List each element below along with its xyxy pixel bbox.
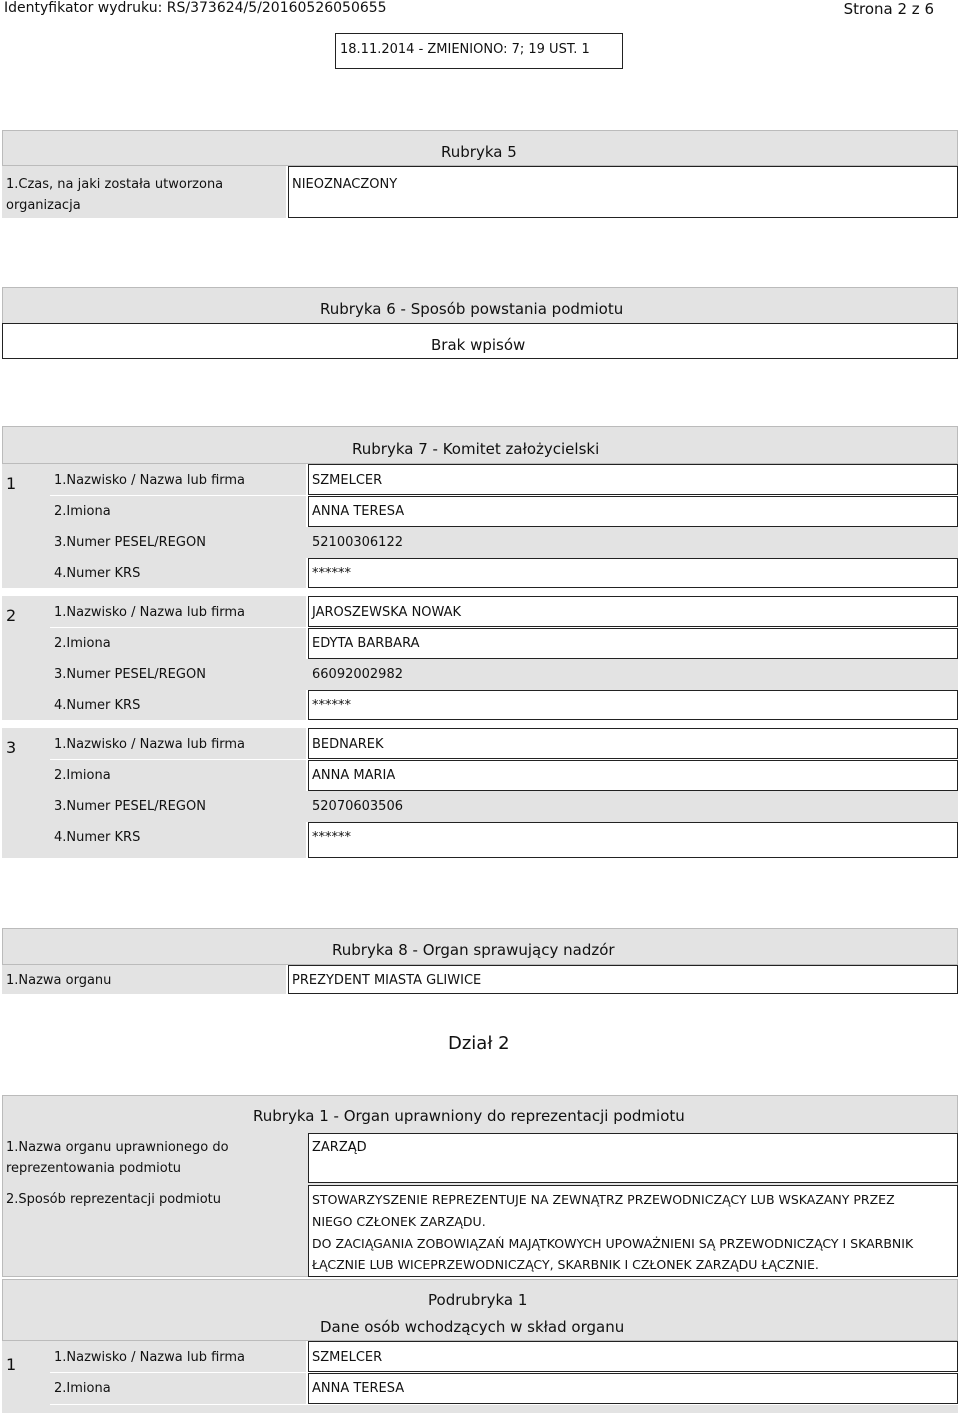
member-2-krs: ****** (312, 698, 351, 713)
dzial2-rubryka1-value2-line2: NIEGO CZŁONEK ZARZĄDU. (312, 1214, 486, 1229)
dzial2-rubryka1-value2-line3: DO ZACIĄGANIA ZOBOWIĄZAŃ MAJĄTKOWYCH UPOWAŻNIENI SĄ PRZEWODNICZĄCY I SKARBNIK (312, 1236, 914, 1251)
member-1-label-nazwisko: 1.Nazwisko / Nazwa lub firma (54, 473, 246, 488)
member-1-krs: ****** (312, 566, 351, 581)
podrubryka1-imiona-cell (308, 1373, 958, 1404)
dzial2-rubryka1-value1-cell (308, 1133, 958, 1183)
member-1-imiona-cell (308, 496, 958, 527)
podrubryka1-subtitle: Dane osób wchodzących w skład organu (320, 1318, 625, 1336)
member-1-label-pesel: 3.Numer PESEL/REGON (54, 535, 206, 550)
podrubryka1-imiona: ANNA TERESA (312, 1381, 405, 1396)
rubryka5-value: NIEOZNACZONY (292, 177, 398, 192)
member-1-label-krs: 4.Numer KRS (54, 566, 141, 581)
dzial2-rubryka1-label1-line1: 1.Nazwa organu uprawnionego do (6, 1140, 229, 1155)
member-1-number: 1 (6, 474, 17, 493)
member-3-krs: ****** (312, 830, 351, 845)
dzial2-title: Dział 2 (448, 1033, 510, 1054)
member-1-krs-cell (308, 558, 958, 588)
page-number: Strona 2 z 6 (843, 0, 934, 18)
member-1-nazwisko-cell (308, 464, 958, 495)
rubryka7-title: Rubryka 7 - Komitet założycielski (352, 440, 600, 458)
member-3-label-nazwisko: 1.Nazwisko / Nazwa lub firma (54, 737, 246, 752)
rubryka5-label-line1: 1.Czas, na jaki została utworzona (6, 177, 224, 192)
member-2-label-pesel: 3.Numer PESEL/REGON (54, 667, 206, 682)
dzial2-rubryka1-title: Rubryka 1 - Organ uprawniony do reprezentacji podmiotu (253, 1107, 685, 1125)
member-3-nazwisko-cell (308, 728, 958, 759)
rubryka5-value-cell (288, 166, 958, 218)
rubryka6-title: Rubryka 6 - Sposób powstania podmiotu (320, 300, 624, 318)
member-3-number: 3 (6, 738, 17, 757)
member-3-nazwisko: BEDNAREK (312, 737, 384, 752)
member-1-pesel: 52100306122 (312, 535, 403, 550)
dzial2-rubryka1-value2-line4: ŁĄCZNIE LUB WICEPRZEWODNICZĄCY, SKARBNIK I CZŁONEK ZARZĄDU ŁĄCZNIE. (312, 1257, 819, 1272)
member-2-imiona: EDYTA BARBARA (312, 636, 420, 651)
member-1-label-imiona: 2.Imiona (54, 504, 111, 519)
member-2-label-imiona: 2.Imiona (54, 636, 111, 651)
change-note: 18.11.2014 - ZMIENIONO: 7; 19 UST. 1 (340, 42, 590, 57)
member-1-imiona: ANNA TERESA (312, 504, 405, 519)
podrubryka1-label-imiona: 2.Imiona (54, 1381, 111, 1396)
member-3-imiona-cell (308, 760, 958, 791)
rubryka5-title: Rubryka 5 (441, 143, 517, 161)
podrubryka1-number-cell (2, 1341, 50, 1413)
rubryka5-label-line2: organizacja (6, 198, 81, 213)
member-2-pesel: 66092002982 (312, 667, 403, 682)
podrubryka1-label-nazwisko: 1.Nazwisko / Nazwa lub firma (54, 1350, 246, 1365)
member-3-label-krs: 4.Numer KRS (54, 830, 141, 845)
member-3-krs-cell (308, 822, 958, 858)
rubryka8-value: PREZYDENT MIASTA GLIWICE (292, 973, 482, 988)
rubryka8-label: 1.Nazwa organu (6, 973, 112, 988)
podrubryka1-title: Podrubryka 1 (428, 1291, 528, 1309)
podrubryka1-number: 1 (6, 1355, 17, 1374)
podrubryka1-nazwisko: SZMELCER (312, 1350, 383, 1365)
podrubryka1-nazwisko-cell (308, 1341, 958, 1372)
member-2-number: 2 (6, 606, 17, 625)
member-3-label-imiona: 2.Imiona (54, 768, 111, 783)
member-2-krs-cell (308, 690, 958, 720)
rubryka6-value: Brak wpisów (431, 336, 526, 354)
member-2-label-krs: 4.Numer KRS (54, 698, 141, 713)
print-identifier: Identyfikator wydruku: RS/373624/5/20160526050655 (4, 0, 387, 16)
member-1-nazwisko: SZMELCER (312, 473, 383, 488)
dzial2-rubryka1-label1-line2: reprezentowania podmiotu (6, 1161, 182, 1176)
member-3-label-pesel: 3.Numer PESEL/REGON (54, 799, 206, 814)
member-2-nazwisko: JAROSZEWSKA NOWAK (312, 605, 462, 620)
member-3-imiona: ANNA MARIA (312, 768, 396, 783)
podrubryka1-next-row (50, 1405, 958, 1413)
member-3-pesel: 52070603506 (312, 799, 403, 814)
dzial2-rubryka1-value2-line1: STOWARZYSZENIE REPREZENTUJE NA ZEWNĄTRZ PRZEWODNICZĄCY LUB WSKAZANY PRZEZ (312, 1192, 895, 1207)
dzial2-rubryka1-label2: 2.Sposób reprezentacji podmiotu (6, 1192, 221, 1207)
rubryka8-title: Rubryka 8 - Organ sprawujący nadzór (332, 941, 615, 959)
dzial2-rubryka1-value1: ZARZĄD (312, 1140, 367, 1155)
member-2-label-nazwisko: 1.Nazwisko / Nazwa lub firma (54, 605, 246, 620)
